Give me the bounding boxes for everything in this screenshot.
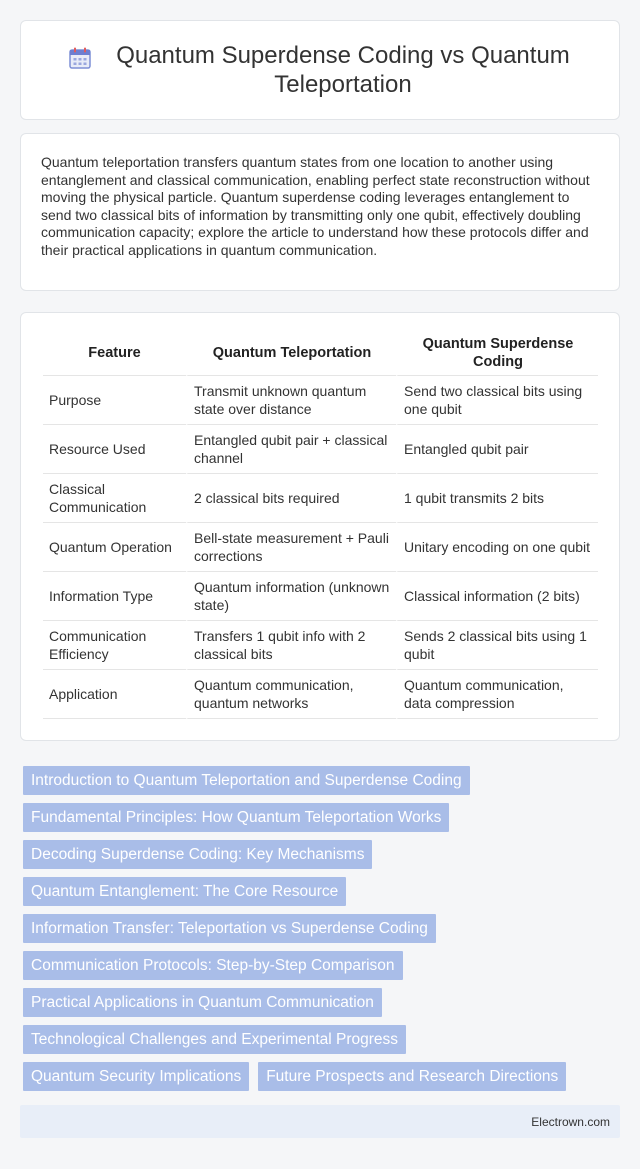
row-superdense: Classical information (2 bits): [396, 572, 598, 621]
topic-link-future-prospects[interactable]: Future Prospects and Research Directions: [258, 1062, 566, 1091]
footer: [20, 1105, 620, 1138]
topic-link-decoding-superdense[interactable]: Decoding Superdense Coding: Key Mechanisms: [23, 840, 372, 869]
topic-link-entanglement[interactable]: Quantum Entanglement: The Core Resource: [23, 877, 346, 906]
topic-links: [20, 766, 620, 1099]
table-row: [43, 572, 598, 621]
topic-link-technological-challenges[interactable]: Technological Challenges and Experimental Progress: [23, 1025, 406, 1054]
topic-link-security-implications[interactable]: Quantum Security Implications: [23, 1062, 249, 1091]
row-superdense: Entangled qubit pair: [396, 425, 598, 474]
row-superdense: Unitary encoding on one qubit: [396, 523, 598, 572]
table-row: [43, 474, 598, 523]
row-teleportation: Transfers 1 qubit info with 2 classical bits: [186, 621, 396, 670]
row-feature: Quantum Operation: [43, 523, 186, 572]
row-superdense: Sends 2 classical bits using 1 qubit: [396, 621, 598, 670]
title-wrap: [67, 41, 573, 99]
intro-card: [20, 133, 620, 291]
row-feature: Application: [43, 670, 186, 719]
title-card: [20, 20, 620, 120]
topic-link-information-transfer[interactable]: Information Transfer: Teleportation vs Superdense Coding: [23, 914, 436, 943]
table-row: [43, 621, 598, 670]
comparison-table: [43, 331, 598, 719]
row-feature: Classical Communication: [43, 474, 186, 523]
table-row: [43, 523, 598, 572]
topic-link-introduction[interactable]: Introduction to Quantum Teleportation and Superdense Coding: [23, 766, 470, 795]
table-row: [43, 670, 598, 719]
row-superdense: 1 qubit transmits 2 bits: [396, 474, 598, 523]
row-feature: Resource Used: [43, 425, 186, 474]
row-teleportation: Entangled qubit pair + classical channel: [186, 425, 396, 474]
table-row: [43, 376, 598, 425]
header-teleportation: Quantum Teleportation: [186, 331, 396, 376]
row-teleportation: Transmit unknown quantum state over distance: [186, 376, 396, 425]
topic-link-communication-protocols[interactable]: Communication Protocols: Step-by-Step Comparison: [23, 951, 403, 980]
comparison-table-card: [20, 312, 620, 741]
row-feature: Information Type: [43, 572, 186, 621]
footer-site-name: Electrown.com: [531, 1114, 610, 1129]
intro-paragraph: Quantum teleportation transfers quantum states from one location to another using entanglement and classical communication, enabling perfect state reconstruction without moving the physical particle. Quantum superdense coding leverages entanglement to send two classical bits of information by transmitting only one qubit, effectively doubling communication capacity; explore the article to understand how these protocols differ and their practical applications in quantum communication.: [41, 154, 590, 258]
row-teleportation: Quantum communication, quantum networks: [186, 670, 396, 719]
topic-link-fundamental-principles[interactable]: Fundamental Principles: How Quantum Teleportation Works: [23, 803, 449, 832]
header-superdense: Quantum Superdense Coding: [396, 331, 598, 376]
topic-link-practical-applications[interactable]: Practical Applications in Quantum Communication: [23, 988, 382, 1017]
row-superdense: Send two classical bits using one qubit: [396, 376, 598, 425]
header-feature: Feature: [43, 331, 186, 376]
table-row: [43, 425, 598, 474]
table-header-row: [43, 331, 598, 376]
page-title: Quantum Superdense Coding vs Quantum Teleportation: [116, 42, 570, 98]
row-teleportation: Quantum information (unknown state): [186, 572, 396, 621]
row-feature: Communication Efficiency: [43, 621, 186, 670]
row-teleportation: Bell-state measurement + Pauli corrections: [186, 523, 396, 572]
row-teleportation: 2 classical bits required: [186, 474, 396, 523]
row-superdense: Quantum communication, data compression: [396, 670, 598, 719]
calendar-icon: [67, 45, 93, 71]
row-feature: Purpose: [43, 376, 186, 425]
